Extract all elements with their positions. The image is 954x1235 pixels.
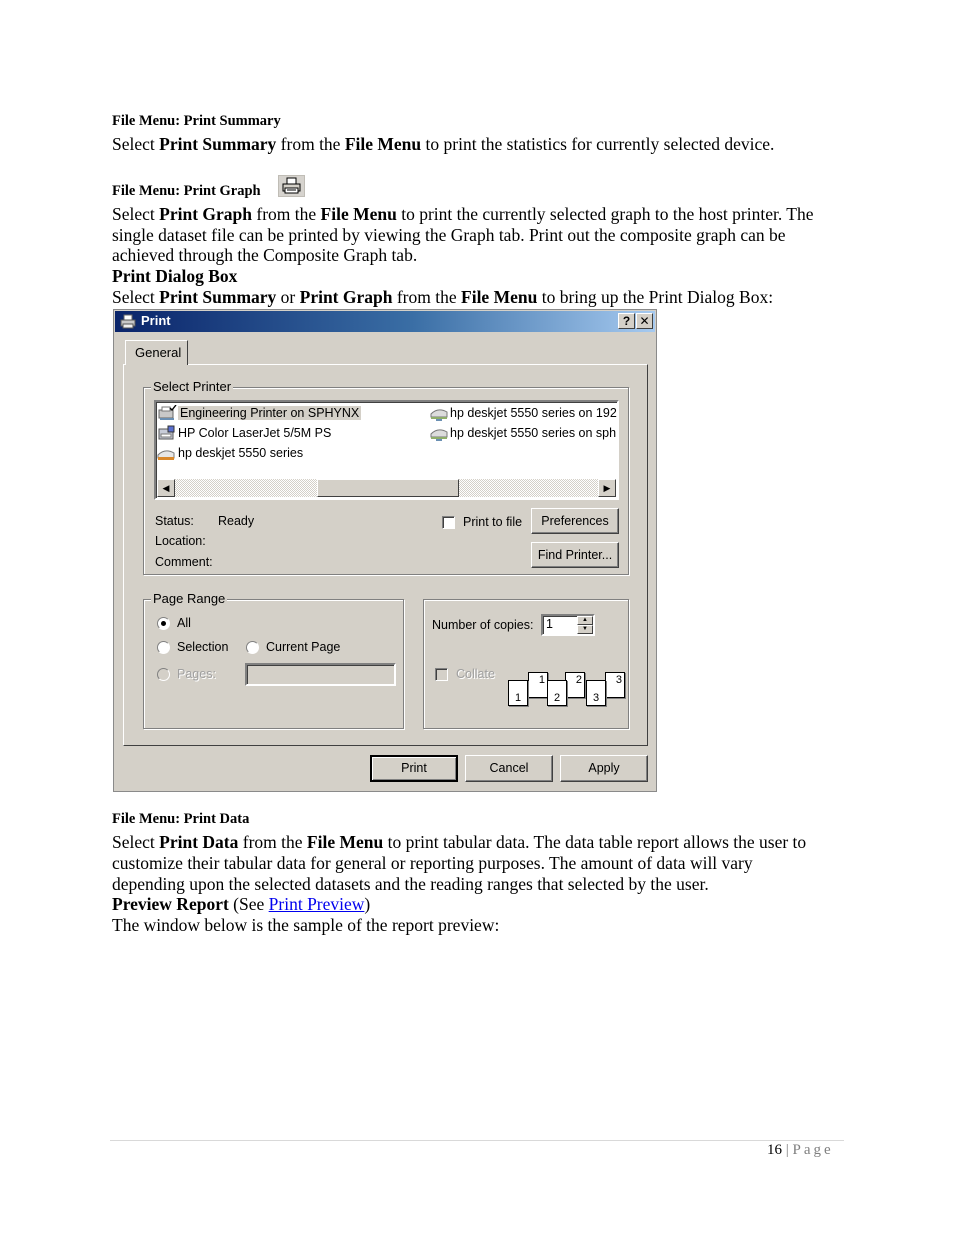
scroll-right-button[interactable]: ▶ [598, 479, 616, 497]
spin-up-button[interactable]: ▲ [577, 616, 593, 625]
location-label: Location: [155, 534, 206, 548]
print-button[interactable]: Print [370, 755, 458, 782]
printer-list-scrollbar[interactable] [157, 479, 616, 497]
printer-item[interactable]: hp deskjet 5550 series [157, 444, 303, 462]
preview-note: The window below is the sample of the report preview: [112, 915, 500, 935]
paragraph-print-graph-line2: single dataset file can be printed by viewing the Graph tab. Print out the composite graph can be [112, 225, 786, 245]
copies-group [423, 599, 629, 729]
page-front-2: 2 [547, 680, 567, 706]
preferences-button[interactable]: Preferences [531, 508, 619, 534]
page-front-3: 3 [586, 680, 606, 706]
printer-item[interactable]: Engineering Printer on SPHYNX [157, 404, 361, 422]
copies-label: Number of copies: [432, 618, 534, 632]
copies-input[interactable]: 1 [541, 614, 595, 636]
spin-down-button[interactable]: ▼ [577, 625, 593, 634]
printer-list[interactable] [154, 400, 619, 500]
paragraph-print-summary: Select Print Summary from the File Menu to print the statistics for currently selected device. [112, 134, 775, 154]
radio-current-page[interactable] [246, 641, 259, 654]
paragraph-print-data-line3: depending upon the selected datasets and the reading ranges that selected by the user. [112, 874, 709, 894]
radio-current-page-label[interactable]: Current Page [266, 640, 341, 654]
collate-checkbox [435, 668, 448, 681]
paragraph-print-graph-line3: achieved through the Composite Graph tab. [112, 245, 418, 265]
radio-selection[interactable] [157, 641, 170, 654]
preview-report-heading: Preview Report [112, 894, 229, 914]
preview-report-line: Preview Report (See Print Preview) [112, 894, 371, 914]
heading-print-dialog-box: Print Dialog Box [112, 266, 238, 286]
radio-pages [157, 668, 170, 681]
help-button[interactable]: ? [618, 313, 635, 329]
heading-print-data: File Menu: Print Data [112, 811, 250, 827]
status-value: Ready [218, 514, 255, 528]
paragraph-print-graph-line1: Select Print Graph from the File Menu to print the currently selected graph to the host printer. The [112, 204, 814, 224]
radio-all[interactable] [157, 617, 170, 630]
status-label: Status: [155, 514, 194, 528]
heading-print-graph: File Menu: Print Graph [112, 183, 261, 199]
footer-divider [110, 1140, 844, 1141]
radio-pages-label: Pages: [177, 667, 216, 681]
page-back-1: 1 [528, 672, 548, 698]
radio-selection-label[interactable]: Selection [177, 640, 229, 654]
select-printer-legend: Select Printer [153, 379, 232, 394]
network-printer-icon [429, 425, 449, 441]
page-back-2: 2 [565, 672, 585, 698]
print-to-file-checkbox[interactable] [442, 516, 455, 529]
close-button[interactable]: ✕ [636, 313, 653, 329]
network-printer-default-icon [157, 405, 177, 421]
print-to-file-label[interactable]: Print to file [463, 515, 523, 529]
printer-item[interactable]: HP Color LaserJet 5/5M PS [157, 424, 331, 442]
printer-item[interactable]: hp deskjet 5550 series on sph [429, 424, 616, 442]
scroll-left-button[interactable]: ◀ [157, 479, 175, 497]
page-footer: 16 | Page [767, 1142, 834, 1158]
tab-panel-general [123, 364, 648, 746]
radio-all-label[interactable]: All [177, 616, 191, 630]
printer-icon [157, 425, 177, 441]
dialog-title: Print [141, 313, 171, 328]
find-printer-button[interactable]: Find Printer... [531, 542, 619, 568]
print-dialog [113, 309, 657, 792]
comment-label: Comment: [155, 555, 213, 569]
network-printer-icon [429, 405, 449, 421]
page-number: 16 [767, 1142, 782, 1158]
dialog-titlebar[interactable] [115, 311, 655, 332]
paragraph-print-dialog-box: Select Print Summary or Print Graph from the File Menu to bring up the Print Dialog Box: [112, 287, 774, 307]
print-graph-printer-icon [278, 175, 305, 197]
tab-general[interactable]: General [125, 340, 188, 365]
heading-print-summary: File Menu: Print Summary [112, 113, 281, 129]
page-front-1: 1 [508, 680, 528, 706]
scroll-thumb[interactable] [317, 479, 459, 497]
page-range-group [143, 591, 404, 729]
page-word: Page [792, 1142, 834, 1158]
select-printer-group [143, 379, 629, 575]
printer-icon [157, 445, 177, 461]
collate-label: Collate [456, 667, 495, 681]
pages-input [245, 663, 396, 686]
cancel-button[interactable]: Cancel [465, 755, 553, 782]
paragraph-print-data-line1: Select Print Data from the File Menu to print tabular data. The data table report allows the user to [112, 832, 807, 852]
printer-item[interactable]: hp deskjet 5550 series on 192 [429, 404, 617, 422]
print-preview-link[interactable]: Print Preview [268, 894, 365, 914]
page-range-legend: Page Range [153, 591, 226, 606]
paragraph-print-data-line2: customize their tabular data for general or reporting purposes. The amount of data will vary [112, 853, 753, 873]
apply-button[interactable]: Apply [560, 755, 648, 782]
printer-icon [120, 314, 136, 329]
page-back-3: 3 [605, 672, 625, 698]
